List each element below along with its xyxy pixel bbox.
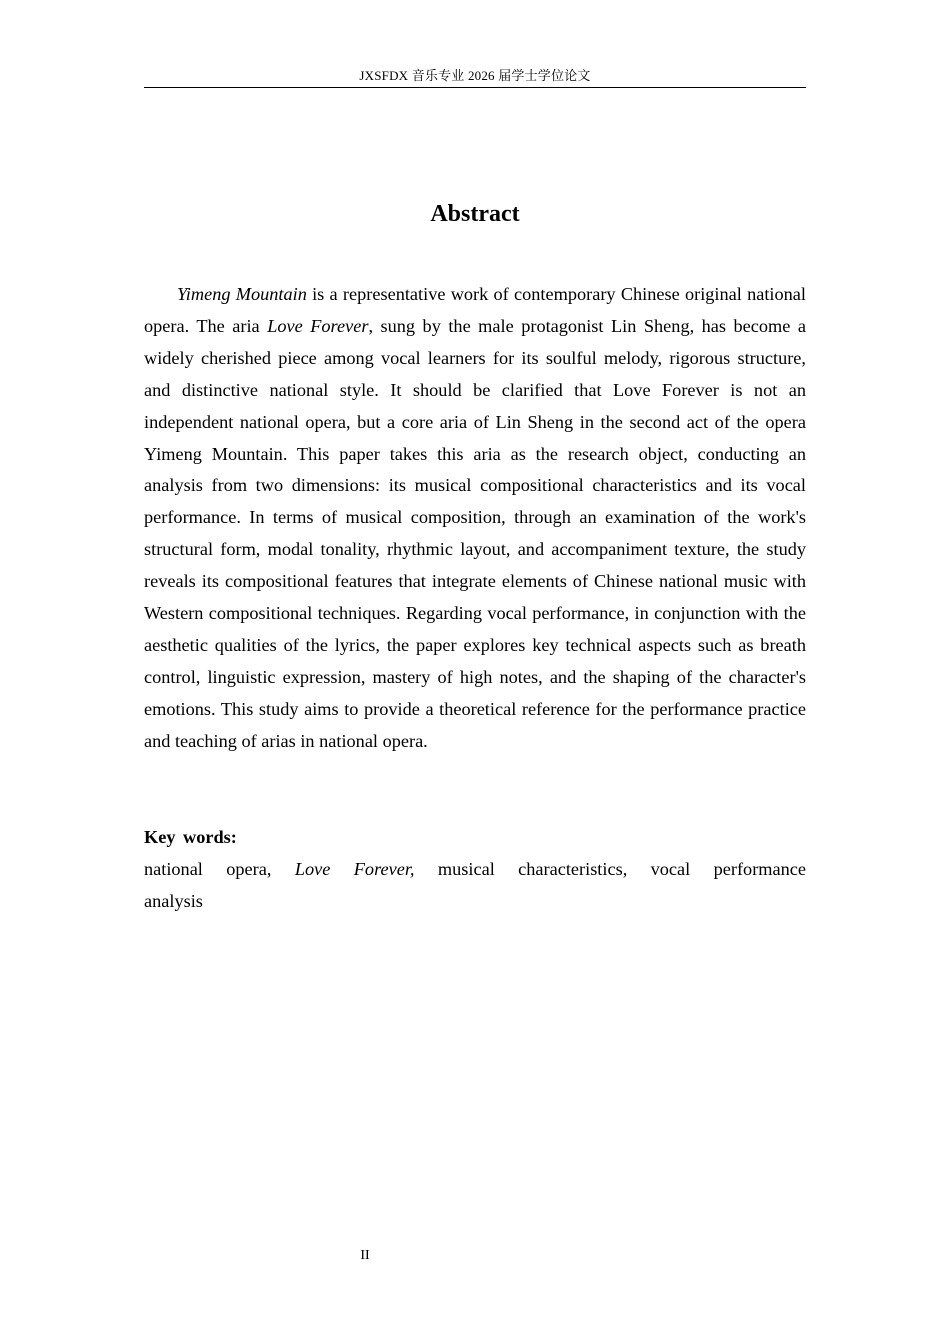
header-divider [144,87,806,88]
keyword-remaining: musical characteristics, vocal performance analysis [144,859,806,911]
work-title: Yimeng Mountain [177,284,307,304]
aria-title: Love Forever [267,315,369,336]
abstract-title: Abstract [430,201,520,227]
abstract-text-part-2: , sung by the male protagonist Lin Sheng, has become a widely cherished piece among vocal learners for its soulful melody, rigorous structure, and distinctive national style. It should be clarified that Love Forever is not an independent national opera, but a core aria of Lin Sheng in the second act of the opera Yimeng Mountain. This paper takes this aria as the research object, conducting an analysis from two dimensions: its musical compositional characteristics and its vocal performance. In terms of musical composition, through an examination of the work's structural form, modal tonality, rhythmic layout, and accompaniment texture, the study reveals its compositional features that integrate elements of Chinese national music with Western compositional techniques. Regarding vocal performance, in conjunction with the aesthetic qualities of the lyrics, the paper explores key technical aspects such as breath control, linguistic expression, mastery of high notes, and the shaping of the character's emotions. This study aims to provide a theoretical reference for the performance practice and teaching of arias in national opera. [144,315,806,751]
keywords-heading: Key words: [144,827,237,847]
keywords-list [144,854,806,918]
page-number: II [360,1248,370,1263]
keyword-love-forever: Love Forever, [294,859,415,879]
abstract-paragraph [144,279,806,758]
abstract-text-part-1: is a representative work of contemporary Chinese original national opera. The aria [144,284,806,336]
keyword-national-opera: national opera, [144,859,272,879]
running-header: JXSFDX 音乐专业 2026 届学士学位论文 [359,68,591,83]
